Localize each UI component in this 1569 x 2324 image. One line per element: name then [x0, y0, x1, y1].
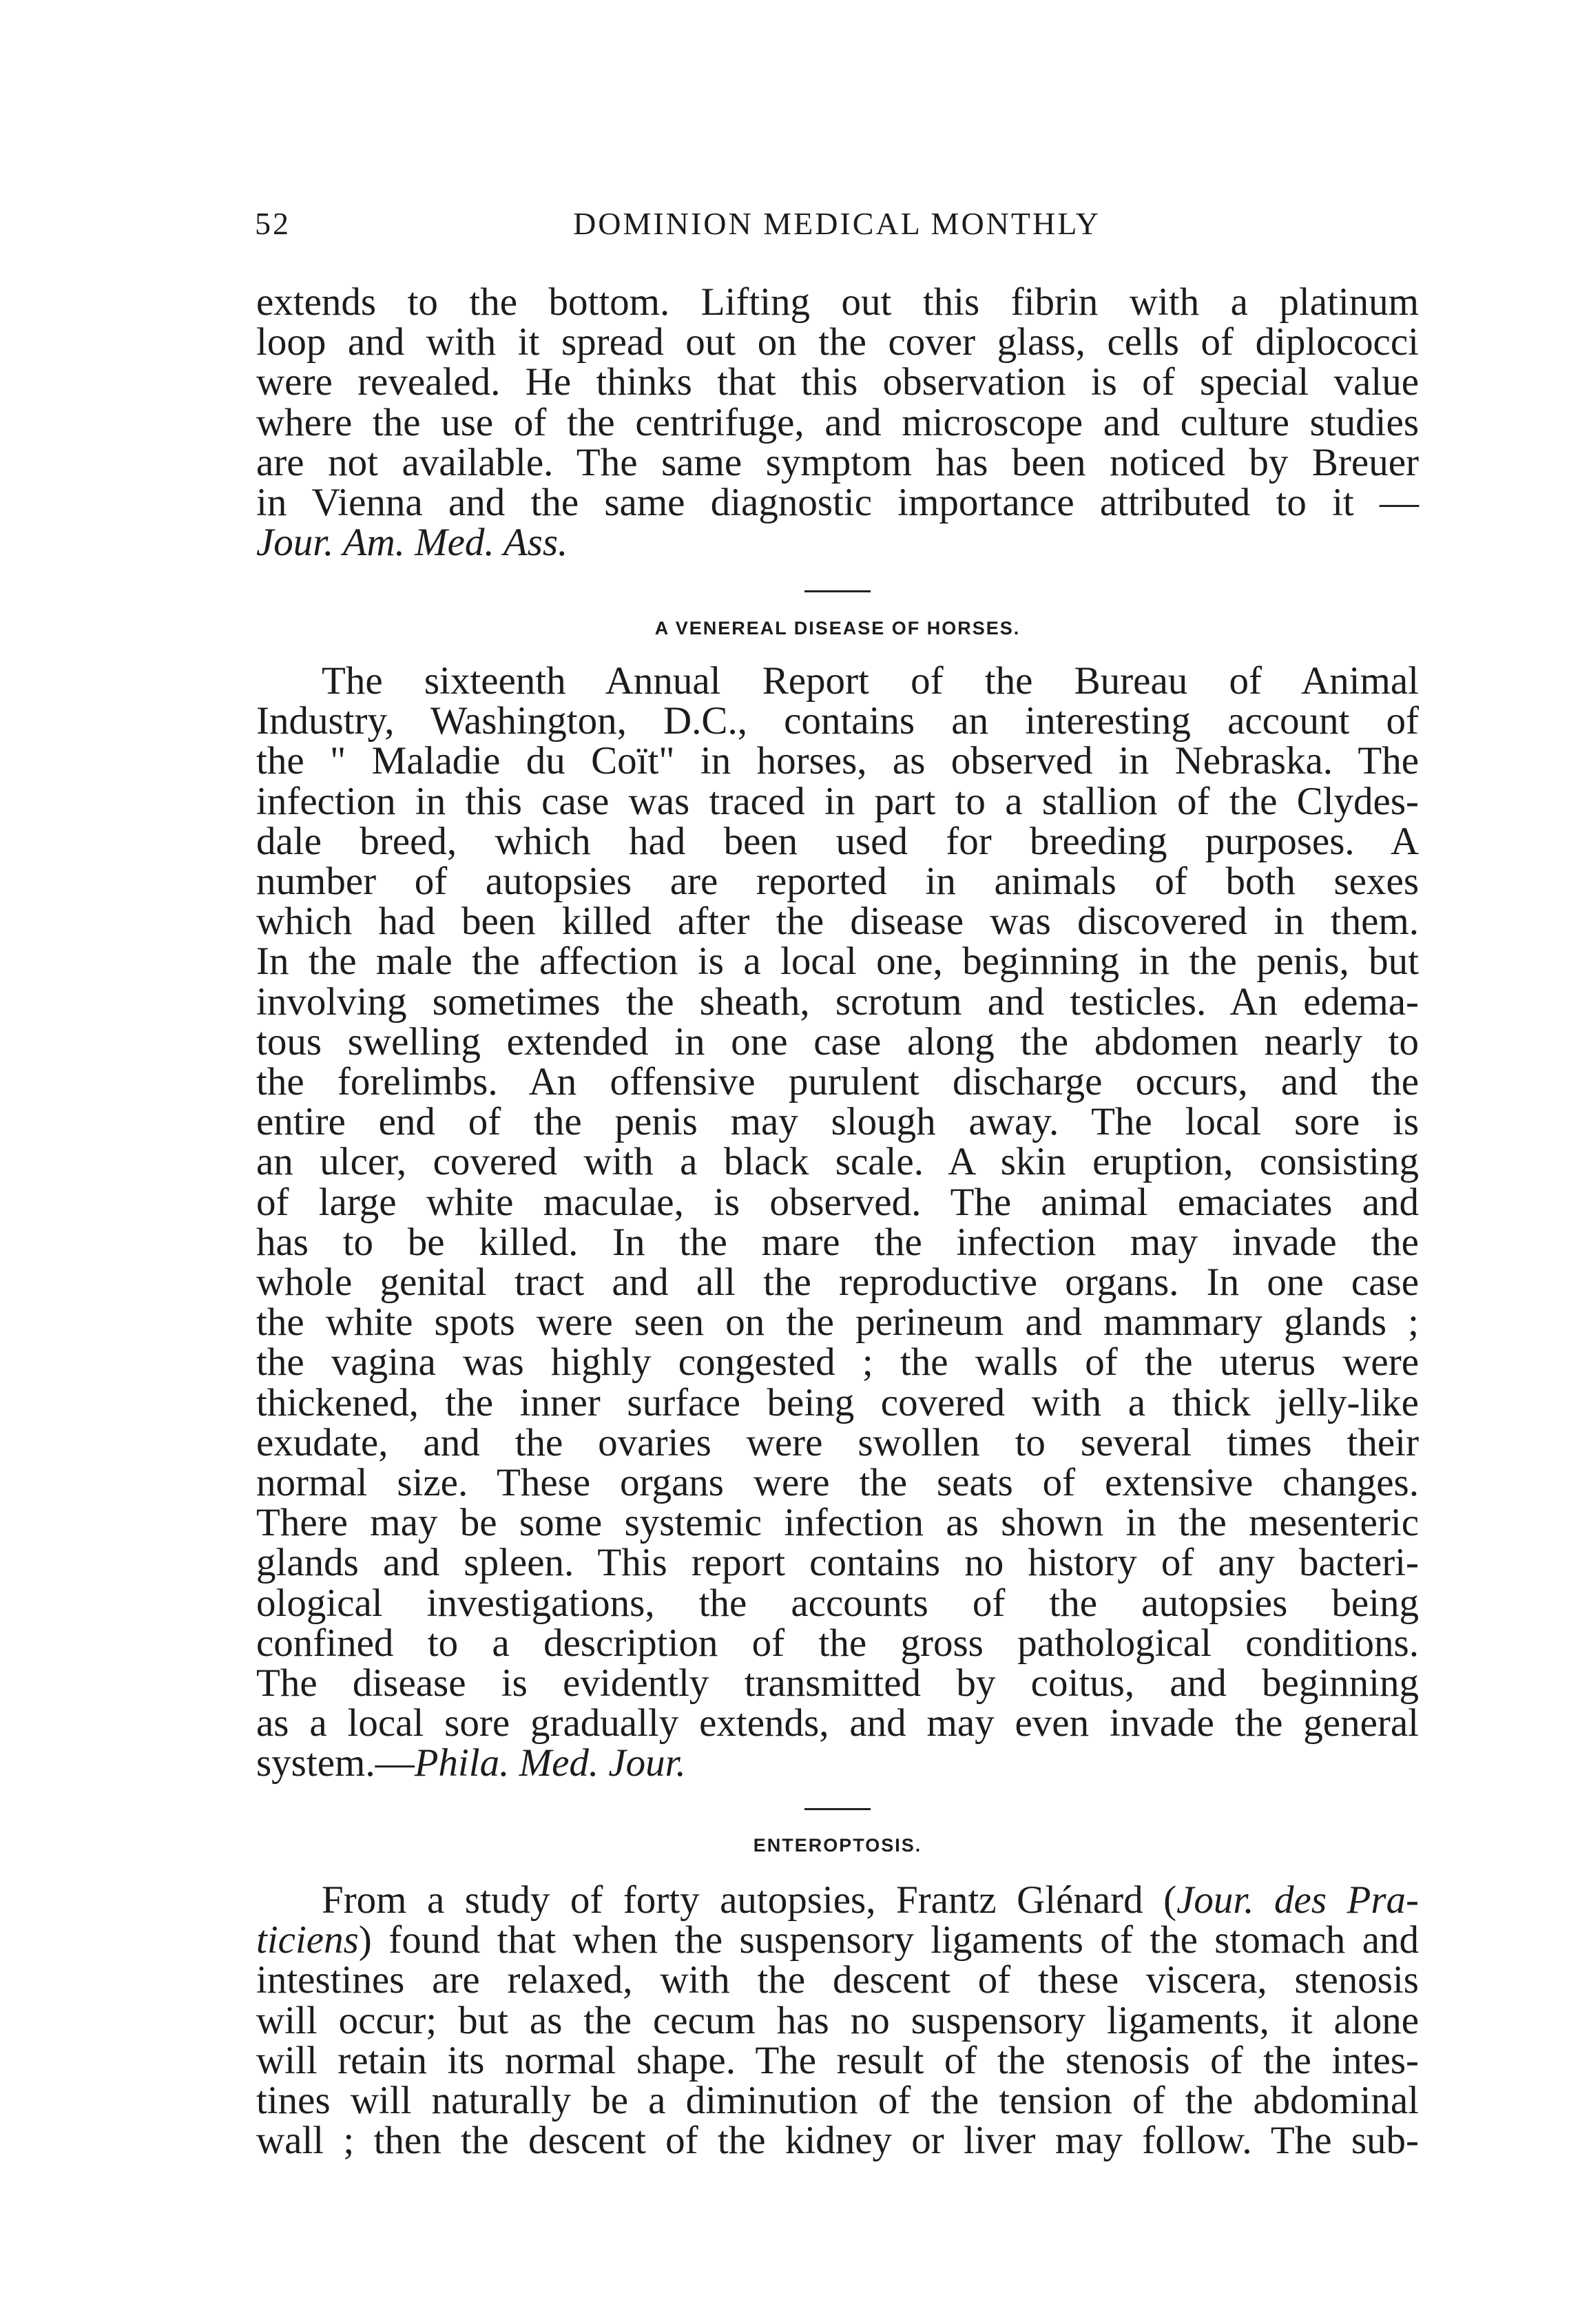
text-line: In the male the affection is a local one, beginning in the penis, but [256, 940, 1419, 984]
section-title: ENTEROPTOSIS. [753, 1835, 922, 1856]
journal-title: Jour. des Pra- [1176, 1878, 1419, 1922]
text-line: ological investigations, the accounts of the autopsies being [256, 1581, 1419, 1625]
section-title: A VENEREAL DISEASE OF HORSES. [654, 618, 1021, 639]
text-fragment: ) found that when the suspensory ligaments of the stomach and [358, 1918, 1419, 1962]
text-line: tous swelling extended in one case along the abdomen nearly to [256, 1019, 1419, 1064]
text-line: The sixteenth Annual Report of the Bureau of Animal [322, 659, 1419, 703]
section-divider [804, 590, 871, 592]
text-line: as a local sore gradually extends, and may even invade the general [256, 1701, 1419, 1745]
text-fragment: From a study of forty autopsies, Frantz Glénard ( [322, 1878, 1177, 1922]
text-line [256, 1880, 1419, 1920]
page-number: 52 [255, 206, 291, 241]
text-line: loop and with it spread out on the cover glass, cells of diplococci [256, 320, 1419, 364]
section-paragraph [256, 661, 1419, 1784]
text-line: extends to the bottom. Lifting out this fibrin with a platinum [256, 280, 1419, 324]
journal-title: ticiens [256, 1918, 359, 1962]
text-line: will occur; but as the cecum has no suspensory ligaments, it alone [256, 1998, 1419, 2042]
text-line: confined to a description of the gross pathological conditions. [256, 1621, 1419, 1665]
text-line [256, 1743, 1419, 1783]
text-line: whole genital tract and all the reproductive organs. In one case [256, 1260, 1419, 1305]
text-line: There may be some systemic infection as shown in the mesenteric [256, 1501, 1419, 1545]
text-line: an ulcer, covered with a black scale. A skin eruption, consisting [256, 1140, 1419, 1184]
section-divider [804, 1808, 871, 1810]
text-line: where the use of the centrifuge, and microscope and culture studies [256, 400, 1419, 444]
text-line: Industry, Washington, D.C., contains an interesting account of [256, 699, 1419, 743]
text-line: the vagina was highly congested ; the walls of the uterus were [256, 1340, 1419, 1384]
text-line: wall ; then the descent of the kidney or liver may follow. The sub- [256, 2119, 1419, 2163]
text-line: intestines are relaxed, with the descent of these viscera, stenosis [256, 1958, 1419, 2002]
text-line: exudate, and the ovaries were swollen to several times their [256, 1420, 1419, 1464]
text-line: which had been killed after the disease was discovered in them. [256, 900, 1419, 944]
text-line: entire end of the penis may slough away. The local sore is [256, 1100, 1419, 1144]
intro-paragraph [256, 282, 1419, 563]
text-line: the forelimbs. An offensive purulent discharge occurs, and the [256, 1060, 1419, 1104]
text-line: involving sometimes the sheath, scrotum and testicles. An edema- [256, 979, 1419, 1024]
text-line: dale breed, which had been used for breeding purposes. A [256, 819, 1419, 863]
text-line: the " Maladie du Coït" in horses, as observed in Nebraska. The [256, 739, 1419, 783]
text-line: infection in this case was traced in part to a stallion of the Clydes- [256, 779, 1419, 823]
text-line: thickened, the inner surface being covered with a thick jelly-like [256, 1380, 1419, 1424]
text-line: has to be killed. In the mare the infection may invade the [256, 1220, 1419, 1264]
text-line [256, 523, 1419, 563]
text-line: will retain its normal shape. The result of the stenosis of the intes- [256, 2038, 1419, 2082]
text-line: of large white maculae, is observed. The animal emaciates and [256, 1180, 1419, 1224]
text-line: were revealed. He thinks that this observation is of special value [256, 360, 1419, 404]
text-fragment: system.— [256, 1741, 415, 1785]
text-line: the white spots were seen on the perineum and mammary glands ; [256, 1300, 1419, 1345]
citation: Phila. Med. Jour. [414, 1741, 686, 1785]
running-head: DOMINION MEDICAL MONTHLY [573, 206, 1101, 241]
text-line: The disease is evidently transmitted by coitus, and beginning [256, 1661, 1419, 1705]
page-header [255, 205, 1419, 247]
text-line [256, 1920, 1419, 1960]
section-paragraph [256, 1880, 1419, 2161]
text-line: number of autopsies are reported in animals of both sexes [256, 860, 1419, 904]
text-line: are not available. The same symptom has been noticed by Breuer [256, 440, 1419, 484]
text-line: glands and spleen. This report contains no history of any bacteri- [256, 1541, 1419, 1585]
text-line: in Vienna and the same diagnostic importance attributed to it — [256, 481, 1419, 525]
citation: Jour. Am. Med. Ass. [256, 521, 568, 565]
text-line: tines will naturally be a diminution of the tension of the abdominal [256, 2079, 1419, 2123]
text-line: normal size. These organs were the seats of extensive changes. [256, 1461, 1419, 1505]
